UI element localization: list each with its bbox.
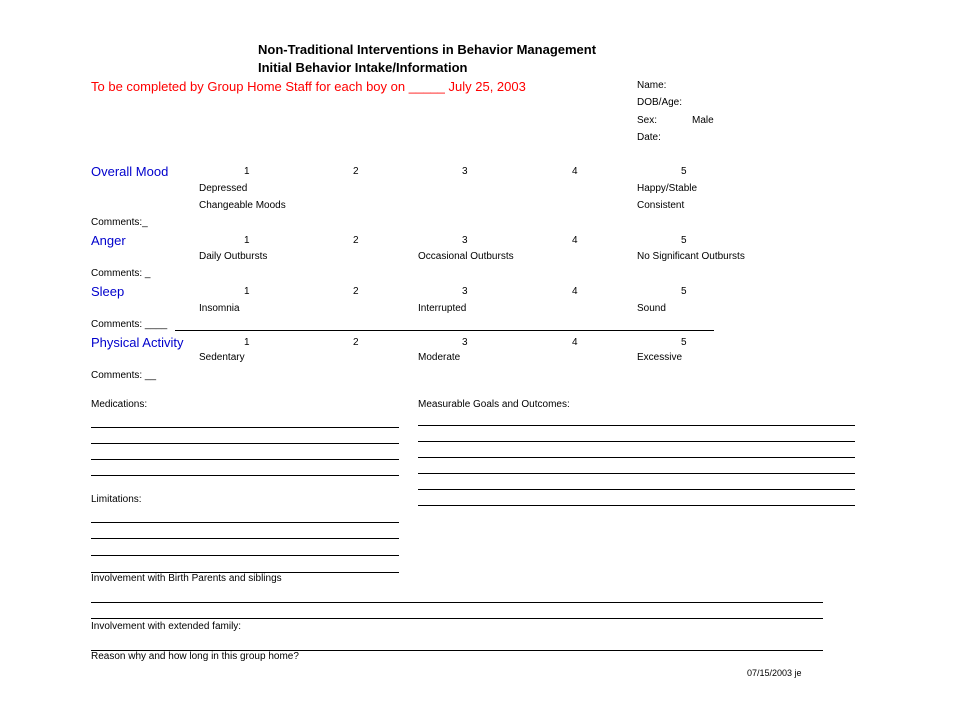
limitations-label: Limitations:: [91, 494, 142, 505]
scale-low-label: Insomnia: [199, 303, 240, 314]
dob-label: DOB/Age:: [637, 97, 683, 108]
scale-1[interactable]: 1: [244, 286, 250, 297]
scale-2[interactable]: 2: [353, 235, 359, 246]
scale-4[interactable]: 4: [572, 166, 578, 177]
category-sleep: Sleep: [91, 284, 125, 299]
scale-4[interactable]: 4: [572, 286, 578, 297]
scale-high-label: Sound: [637, 303, 666, 314]
instruction-line: [91, 79, 526, 94]
extended-family-label: Involvement with extended family:: [91, 621, 242, 632]
goals-line[interactable]: [418, 425, 855, 426]
sex-value: Male: [692, 115, 714, 126]
scale-low-label: Daily Outbursts: [199, 251, 268, 262]
category-anger: Anger: [91, 233, 126, 248]
scale-low-label: Depressed: [199, 183, 248, 194]
goals-label: Measurable Goals and Outcomes:: [418, 399, 570, 410]
goals-line[interactable]: [418, 505, 855, 506]
comments-label[interactable]: Comments: __: [91, 370, 157, 381]
scale-high-label: No Significant Outbursts: [637, 251, 745, 262]
goals-line[interactable]: [418, 489, 855, 490]
reason-label: Reason why and how long in this group home?: [91, 651, 299, 662]
form-subtitle: Initial Behavior Intake/Information: [258, 60, 468, 75]
form-title: Non-Traditional Interventions in Behavior Management: [258, 42, 597, 57]
comments-underline[interactable]: [175, 330, 714, 331]
goals-line[interactable]: [418, 457, 855, 458]
scale-mid-label: Interrupted: [418, 303, 467, 314]
medications-line[interactable]: [91, 459, 399, 460]
medications-line[interactable]: [91, 427, 399, 428]
scale-4[interactable]: 4: [572, 235, 578, 246]
scale-high-label: Happy/Stable: [637, 183, 698, 194]
scale-1[interactable]: 1: [244, 166, 250, 177]
scale-mid-label: Occasional Outbursts: [418, 251, 514, 262]
scale-3[interactable]: 3: [462, 337, 468, 348]
scale-1[interactable]: 1: [244, 235, 250, 246]
category-overall-mood: Overall Mood: [91, 164, 169, 179]
scale-1[interactable]: 1: [244, 337, 250, 348]
goals-line[interactable]: [418, 441, 855, 442]
sex-label: Sex:: [637, 115, 658, 126]
footer-stamp: 07/15/2003 je: [747, 668, 802, 678]
scale-5[interactable]: 5: [681, 235, 687, 246]
scale-2[interactable]: 2: [353, 337, 359, 348]
scale-mid-label: Moderate: [418, 352, 461, 363]
scale-5[interactable]: 5: [681, 337, 687, 348]
scale-high-label: Excessive: [637, 352, 683, 363]
category-physical-activity: Physical Activity: [91, 335, 184, 350]
limitations-line[interactable]: [91, 522, 399, 523]
scale-4[interactable]: 4: [572, 337, 578, 348]
scale-2[interactable]: 2: [353, 286, 359, 297]
comments-label[interactable]: Comments: _: [91, 268, 151, 279]
scale-high-label-2: Consistent: [637, 200, 685, 211]
medications-line[interactable]: [91, 475, 399, 476]
scale-3[interactable]: 3: [462, 235, 468, 246]
birth-parents-line[interactable]: [91, 602, 823, 603]
medications-label: Medications:: [91, 399, 148, 410]
comments-label[interactable]: Comments: ____: [91, 319, 168, 330]
medications-line[interactable]: [91, 443, 399, 444]
birth-parents-label: Involvement with Birth Parents and siblings: [91, 573, 282, 584]
scale-3[interactable]: 3: [462, 166, 468, 177]
scale-low-label: Sedentary: [199, 352, 245, 363]
birth-parents-line[interactable]: [91, 618, 823, 619]
limitations-line[interactable]: [91, 555, 399, 556]
instruction-prefix: To be completed by Group Home Staff for each boy on: [91, 79, 406, 94]
name-label: Name:: [637, 80, 667, 91]
goals-line[interactable]: [418, 473, 855, 474]
scale-5[interactable]: 5: [681, 286, 687, 297]
limitations-line[interactable]: [91, 538, 399, 539]
scale-3[interactable]: 3: [462, 286, 468, 297]
scale-2[interactable]: 2: [353, 166, 359, 177]
scale-low-label-2: Changeable Moods: [199, 200, 286, 211]
comments-label[interactable]: Comments:_: [91, 217, 148, 228]
instruction-blank[interactable]: _____: [408, 79, 445, 94]
date-label: Date:: [637, 132, 661, 143]
scale-5[interactable]: 5: [681, 166, 687, 177]
instruction-date: July 25, 2003: [448, 79, 526, 94]
